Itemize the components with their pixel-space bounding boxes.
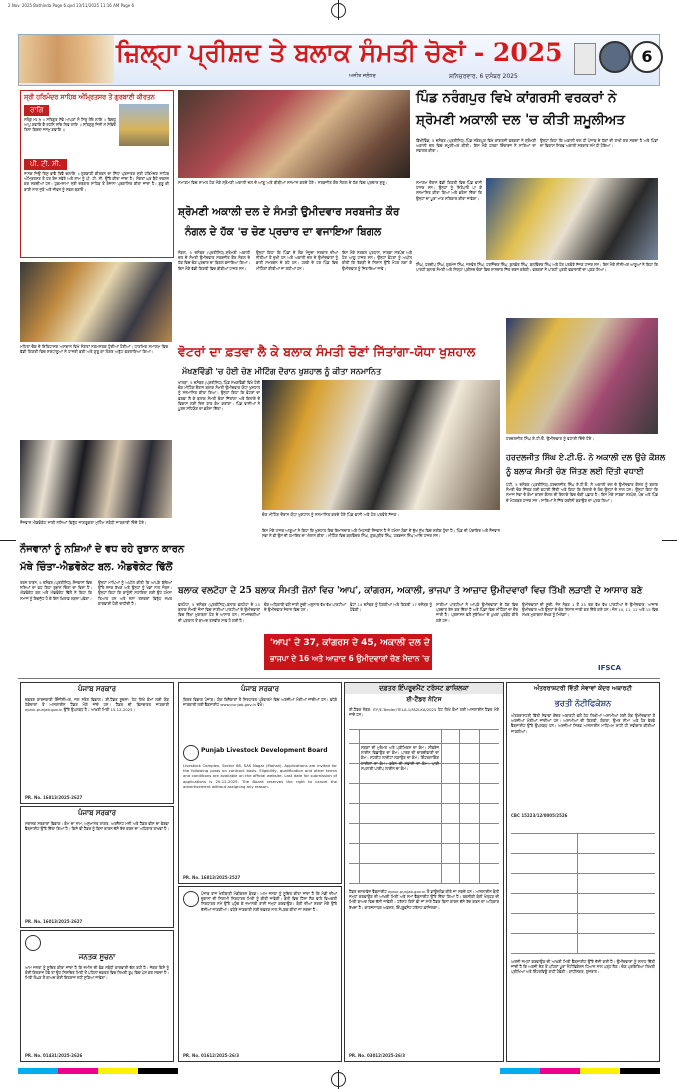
story5-headline-line2: ਮੱਥੇ ਚਿੰਤਾ-ਐਡਵੋਕੇਟ ਬਲ. ਐਡਵੋਕੇਟ ਢਿੱਲੋਂ <box>20 562 173 573</box>
news-photo-temple-event <box>20 262 172 342</box>
header-title: ਜ਼ਿਲ੍ਹਾ ਪ੍ਰੀਸ਼ਦ ਤੇ ਬਲਾਕ ਸੰਮਤੀ ਚੋਣਾਂ - 2025 <box>116 38 563 67</box>
ad-punjab-govt-2 <box>20 806 174 928</box>
ad-tender-office-title: ਦਫ਼ਤਰ ਇੰਪਰੂਵਮੈਂਟ ਟਰੱਸਟ ਫ਼ਾਜ਼ਿਲਕਾ <box>345 683 503 694</box>
news-photo-women-gathering <box>178 90 410 178</box>
news-photo-congratulation <box>506 318 658 434</box>
central-table-top <box>511 833 655 834</box>
gurbani-title: ਸ੍ਰੀ ਹਰਿਮੰਦਰ ਸਾਹਿਬ ਅੰਮ੍ਰਿਤਸਰ ਤੋਂ ਗੁਰਬਾਣੀ ਕੀਰਤਨ <box>24 94 155 101</box>
page-slug: 2 Nov. 2025 Bathinda Page 6.qxd 13/11/2025 11:16 AM Page 6 <box>8 3 135 8</box>
ad-tender-footer: ਟੈਂਡਰ ਦਸਤਾਵੇਜ਼ ਵੈੱਬਸਾਈਟ eproc.punjab.gov.in ਤੋਂ ਡਾਊਨਲੋਡ ਕੀਤੇ ਜਾ ਸਕਦੇ ਹਨ। ਆਨਲਾਈਨ ਬੋਲੀ ਜਮ੍ਹਾਂ ਕਰਵਾਉਣ ਦੀ ਆਖ਼ਰੀ ਮਿਤੀ ਅਤੇ ਸਮਾਂ ਵੈੱਬਸਾਈਟ ਉੱਤੇ ਦਿੱਤਾ ਗਿਆ ਹੈ। ਤਕਨੀਕੀ ਬੋਲੀ ਖੋਲ੍ਹਣ ਦੀ ਮਿਤੀ ਬਾਅਦ ਵਿਚ ਦੱਸੀ ਜਾਵੇਗੀ। ਟਰੱਸਟ ਕਿਸੇ ਵੀ ਜਾਂ ਸਾਰੇ ਟੈਂਡਰ ਬਿਨਾਂ ਕਾਰਨ ਦੱਸੇ ਰੱਦ ਕਰਨ ਦਾ ਅਧਿਕਾਰ ਰੱਖਦਾ ਹੈ। ਕਾਰਜਸਾਧਕ ਅਫ਼ਸਰ, ਇੰਪਰੂਵਮੈਂਟ ਟਰੱਸਟ ਫ਼ਾਜ਼ਿਲਕਾ। <box>349 889 499 910</box>
ad-punjab-govt-3 <box>178 682 342 884</box>
ifsca-logo: IFSCA <box>598 664 621 672</box>
tender-table-col4 <box>479 729 480 883</box>
header-date: ਸ਼ਨਿਚਰਵਾਰ, 6 ਦਸੰਬਰ 2025 <box>449 73 518 80</box>
tender-table-text: ਸੜਕਾਂ ਦੀ ਮੁਰੰਮਤ ਅਤੇ ਪ੍ਰੀਮਿਕਸ ਦਾ ਕੰਮ। ਸੀਵਰੇਜ ਲਾਈਨ ਵਿਛਾਉਣ ਦਾ ਕੰਮ। ਪਾਰਕ ਦੀ ਚਾਰਦੀਵਾਰੀ ਦਾ ਕੰਮ। ਸਟਰੀਟ ਲਾਈਟਾਂ ਲਗਾਉਣ ਦਾ ਕੰਮ। ਇੰਟਰਲਾਕਿੰਗ ਟਾਈਲਾਂ ਦਾ ਕੰਮ। ਡਰੇਨ ਦੀ ਸਫ਼ਾਈ ਦਾ ਕੰਮ। ਪਾਣੀ ਸਪਲਾਈ ਪਾਈਪ ਲਾਈਨ ਦਾ ਕੰਮ। <box>361 745 439 771</box>
story4-headline-line2: ਨੂੰ ਬਲਾਕ ਸੰਮਤੀ ਚੋਣ ਜਿੱਤਣ ਲਈ ਦਿੱਤੀ ਵਧਾਈ <box>506 466 644 476</box>
ad-pr-no-3: PR. No. 16813/2025-2527 <box>183 875 241 880</box>
ad-pr-no-1: PR. No. 16813/2025-2627 <box>25 795 83 800</box>
govt-emblem-icon-2 <box>183 891 199 907</box>
ad-vacancy-title: ਭਰਤੀ ਨੋਟੀਫਿਕੇਸ਼ਨ <box>554 699 612 708</box>
story2-body-col1: ਨੰਗਲ, 5 ਦਸੰਬਰ (ਪ੍ਰਤੀਨਿਧ)-ਸ਼੍ਰੋਮਣੀ ਅਕਾਲੀ ਦਲ ਦੇ ਸੰਮਤੀ ਉਮੀਦਵਾਰ ਸਰਬਜੀਤ ਕੌਰ ਨੰਗਲ ਦੇ ਹੱਕ ਵਿਚ ਚੋਣ ਪ੍ਰਚਾਰ ਦਾ ਬਿਗਲ ਵਜਾਇਆ ਗਿਆ। ਇਸ ਮੌਕੇ ਵੱਡੀ ਗਿਣਤੀ ਵਿਚ ਬੀਬੀਆਂ ਹਾਜ਼ਰ ਸਨ। <box>178 250 250 271</box>
photo-caption-3: ਚੋਣ ਮੀਟਿੰਗ ਦੌਰਾਨ ਯੋਧਾ ਖੁਸ਼ਹਾਲ ਨੂੰ ਸਨਮਾਨਿਤ ਕਰਦੇ ਹੋਏ ਪਿੰਡ ਵਾਸੀ ਅਤੇ ਹੋਰ ਪਤਵੰਤੇ ਸੱਜਣ। <box>262 512 400 517</box>
story4-headline-line1: ਹਰਦਲਜੀਤ ਸਿੰਘ ਏ.ਟੀ.ਓ. ਨੇ ਅਕਾਲੀ ਦਲ ਉਚੇ ਕੌਸ਼ਲ <box>506 452 666 462</box>
story6-body-col1: ਵਲਟੋਹਾ, 5 ਦਸੰਬਰ (ਪ੍ਰਤੀਨਿਧ)-ਬਲਾਕ ਵਲਟੋਹਾ ਦੇ 25 ਬਲਾਕ ਸੰਮਤੀ ਜ਼ੋਨਾਂ ਵਿਚ ਸਾਰੀਆਂ ਪਾਰਟੀਆਂ ਦੇ ਉਮੀਦਵਾਰਾਂ ਵਿਚ ਤਿੱਖਾ ਮੁਕਾਬਲਾ ਹੋਣ ਦੇ ਆਸਾਰ ਹਨ। ਨਾਮਜ਼ਦਗੀਆਂ ਦੀ ਪੜਤਾਲ ਤੋਂ ਬਾਅਦ ਤਸਵੀਰ ਸਾਫ਼ ਹੋ ਗਈ ਹੈ। <box>178 602 260 623</box>
ad-tender-intro: ਈ-ਟੈਂਡਰ ਨੰਬਰ: ITF/E-Tender/TELA-1/FA2LKA/2025 ਹੇਠ ਲਿਖੇ ਕੰਮਾਂ ਲਈ ਆਨਲਾਈਨ ਟੈਂਡਰ ਮੰਗੇ ਜਾਂਦੇ ਹਨ। <box>349 707 499 718</box>
tender-table-top <box>349 729 499 730</box>
photo-caption-4: ਹਰਦਲਜੀਤ ਸਿੰਘ ਏ.ਟੀ.ਓ. ਉਮੀਦਵਾਰ ਨੂੰ ਵਧਾਈ ਦਿੰਦੇ ਹੋਏ। <box>506 436 594 441</box>
news-photo-party-joining <box>486 178 658 260</box>
story1-body-col3: ਸਮਾਗਮ ਦੌਰਾਨ ਵੱਡੀ ਗਿਣਤੀ ਵਿਚ ਪਿੰਡ ਵਾਸੀ ਹਾਜ਼ਰ ਸਨ। ਉਨ੍ਹਾਂ ਨੂੰ ਸਿਰੋਪਾਓ ਪਾ ਕੇ ਸਨਮਾਨਿਤ ਕੀਤਾ ਗਿਆ ਅਤੇ ਭਰੋਸਾ ਦਿੱਤਾ ਕਿ ਉਨ੍ਹਾਂ ਦਾ ਪੂਰਾ ਮਾਣ ਸਤਿਕਾਰ ਕੀਤਾ ਜਾਵੇਗਾ। <box>416 180 482 201</box>
central-table-r2 <box>511 873 655 874</box>
story6-highlight-line2: ਭਾਜਪਾ ਦੇ 16 ਅਤੇ ਆਜ਼ਾਦ 6 ਉਮੀਦਵਾਰਾਂ ਚੋਣ ਮੈਦਾਨ 'ਚ <box>270 654 430 663</box>
central-table-r3 <box>511 893 655 894</box>
ad-recruitment-body: ਪੰਜਾਬ ਰਾਜ ਖੇਤੀਬਾੜੀ ਮੰਡੀਕਰਨ ਬੋਰਡ। ਆਮ ਜਨਤਾ ਨੂੰ ਸੂਚਿਤ ਕੀਤਾ ਜਾਂਦਾ ਹੈ ਕਿ ਮੰਡੀ ਦੀਆਂ ਦੁਕਾਨਾਂ ਦੀ ਨਿਲਾਮੀ ਨਿਰਧਾਰਤ ਮਿਤੀ ਨੂੰ ਕੀਤੀ ਜਾਵੇਗੀ। ਬੋਲੀ ਵਿਚ ਹਿੱਸਾ ਲੈਣ ਵਾਲੇ ਵਿਅਕਤੀ ਨਿਰਧਾਰਤ ਸਮੇਂ ਉੱਤੇ ਪਹੁੰਚ ਕੇ ਜ਼ਮਾਨਤੀ ਰਾਸ਼ੀ ਜਮ੍ਹਾਂ ਕਰਵਾਉਣ। ਬੋਲੀ ਦੀਆਂ ਸ਼ਰਤਾਂ ਮੌਕੇ ਉੱਤੇ ਦੱਸੀਆਂ ਜਾਣਗੀਆਂ। ਵਧੇਰੇ ਜਾਣਕਾਰੀ ਲਈ ਦਫ਼ਤਰ ਨਾਲ ਸੰਪਰਕ ਕੀਤਾ ਜਾ ਸਕਦਾ ਹੈ। <box>201 891 337 912</box>
ad-livestock-board-title: Punjab Livestock Development Board <box>201 747 328 754</box>
photo-caption-5: ਨੌਜਵਾਨ ਐਡਵੋਕੇਟ ਸਾਥੀ ਨਸ਼ਿਆਂ ਵਿਰੁੱਧ ਜਾਗਰੂਕਤਾ ਮੁਹਿੰਮ ਸਬੰਧੀ ਜਾਣਕਾਰੀ ਦਿੰਦੇ ਹੋਏ। <box>20 520 147 525</box>
page-number: 6 <box>631 41 663 73</box>
news-photo-advocates <box>20 440 172 518</box>
story3-subhead: ਮੱਖਣਵਿੰਡੀ 'ਚ ਹੋਈ ਚੋਣ ਮੀਟਿੰਗ ਦੌਰਾਨ ਖੁਸ਼ਹਾਲ ਨੂੰ ਕੀਤਾ ਸਨਮਾਨਿਤ <box>182 366 382 376</box>
ad-punjab-govt-1 <box>20 682 174 804</box>
golden-temple-image <box>119 104 169 146</box>
gurbani-text-2: ਨਾਨਕ ਜਿਉ ਤਿਸੁ ਭਾਵੈ ਤਿਵੈ ਚਲਾਇ ॥ ਗੁਰਬਾਣੀ ਕੀਰਤਨ ਦਾ ਸਿੱਧਾ ਪ੍ਰਸਾਰਣ ਸ੍ਰੀ ਹਰਿਮੰਦਰ ਸਾਹਿਬ ਅੰਮ੍ਰਿਤਸਰ ਤੋਂ ਹਰ ਰੋਜ਼ ਸਵੇਰੇ ਅਤੇ ਸ਼ਾਮ ਨੂੰ ਪੀ. ਟੀ. ਸੀ. ਉੱਤੇ ਕੀਤਾ ਜਾਂਦਾ ਹੈ। ਸੰਗਤਾਂ ਘਰ ਬੈਠੇ ਦਰਸ਼ਨ ਕਰ ਸਕਦੀਆਂ ਹਨ। ਹੁਕਮਨਾਮਾ ਸ੍ਰੀ ਦਰਬਾਰ ਸਾਹਿਬ ਤੋਂ ਰੋਜ਼ਾਨਾ ਪ੍ਰਕਾਸ਼ਿਤ ਕੀਤਾ ਜਾਂਦਾ ਹੈ। ਗੁਰੂ ਕੀ ਬਾਣੀ ਨਾਲ ਜੁੜੋ ਅਤੇ ਜੀਵਨ ਨੂੰ ਸਫਲ ਬਣਾਓ। <box>24 171 169 192</box>
tender-table-col2 <box>441 729 442 883</box>
central-table-r1 <box>511 853 655 854</box>
ad-tender-notice-title: ਈ-ਟੈਂਡਰ ਨੋਟਿਸ <box>406 696 442 703</box>
ad-central-govt-footer: ਅਰਜ਼ੀ ਜਮ੍ਹਾਂ ਕਰਵਾਉਣ ਦੀ ਆਖ਼ਰੀ ਮਿਤੀ ਵੈੱਬਸਾਈਟ ਉੱਤੇ ਦੱਸੀ ਗਈ ਹੈ। ਉਮੀਦਵਾਰਾਂ ਨੂੰ ਸਲਾਹ ਦਿੱਤੀ ਜਾਂਦੀ ਹੈ ਕਿ ਅਰਜ਼ੀ ਦੇਣ ਤੋਂ ਪਹਿਲਾਂ ਪੂਰਾ ਨੋਟੀਫਿਕੇਸ਼ਨ ਧਿਆਨ ਨਾਲ ਪੜ੍ਹ ਲੈਣ। ਚੋਣ ਪ੍ਰਕਿਰਿਆ ਲਿਖਤੀ ਪ੍ਰੀਖਿਆ ਅਤੇ ਇੰਟਰਵਿਊ ਰਾਹੀਂ ਹੋਵੇਗੀ। ਗਾਂਧੀਨਗਰ, ਗੁਜਰਾਤ। <box>511 959 655 975</box>
gurbani-box <box>20 90 174 258</box>
story2-body-col2: ਉਨ੍ਹਾਂ ਕਿਹਾ ਕਿ ਪਿੰਡਾਂ ਦੇ ਲੋਕ ਮੌਜੂਦਾ ਸਰਕਾਰ ਦੀਆਂ ਨੀਤੀਆਂ ਤੋਂ ਦੁਖੀ ਹਨ ਅਤੇ ਅਕਾਲੀ ਦਲ ਦੇ ਉਮੀਦਵਾਰਾਂ ਨੂੰ ਭਾਰੀ ਸਮਰਥਨ ਦੇ ਰਹੇ ਹਨ। ਹਲਕੇ ਦੇ ਹਰ ਪਿੰਡ ਵਿਚ ਮੀਟਿੰਗਾਂ ਕੀਤੀਆਂ ਜਾ ਰਹੀਆਂ ਹਨ। <box>256 250 338 271</box>
story6-body-col3: ਵੋਟਾਂ 14 ਦਸੰਬਰ ਨੂੰ ਪੈਣਗੀਆਂ ਅਤੇ ਗਿਣਤੀ 17 ਦਸੰਬਰ ਨੂੰ ਹੋਵੇਗੀ। <box>350 602 432 613</box>
story2-body-col3: ਇਸ ਮੌਕੇ ਸਰਕਲ ਪ੍ਰਧਾਨ, ਸਾਬਕਾ ਸਰਪੰਚ ਅਤੇ ਹੋਰ ਆਗੂ ਹਾਜ਼ਰ ਸਨ। ਉਨ੍ਹਾਂ ਵੋਟਰਾਂ ਨੂੰ ਅਪੀਲ ਕੀਤੀ ਕਿ ਤੱਕੜੀ ਦੇ ਨਿਸ਼ਾਨ ਉੱਤੇ ਮੋਹਰ ਲਗਾ ਕੇ ਉਮੀਦਵਾਰ ਨੂੰ ਜਿਤਾਇਆ ਜਾਵੇ। <box>342 250 412 271</box>
story3-headline: ਵੋਟਰਾਂ ਦਾ ਫ਼ਤਵਾ ਲੈ ਕੇ ਬਲਾਕ ਸੰਮਤੀ ਚੋਣਾਂ ਜਿੱਤਾਂਗਾ-ਯੋਧਾ ਖੁਸ਼ਹਾਲ <box>178 344 476 359</box>
gurbani-tag-raag: ਰਾਗਿ <box>24 105 49 116</box>
story2-headline-line2: ਨੰਗਲ ਦੇ ਹੱਕ 'ਚ ਚੋਣ ਪ੍ਰਚਾਰ ਦਾ ਵਜਾਇਆ ਬਿਗਲ <box>185 226 382 238</box>
story6-highlight-line1: 'ਆਪ' ਦੇ 37, ਕਾਂਗਰਸ ਦੇ 45, ਅਕਾਲੀ ਦਲ ਦੇ 27, <box>270 638 449 648</box>
story1-headline-line1: ਪਿੰਡ ਨਰੰਗਪੁਰ ਵਿਖੇ ਕਾਂਗਰਸੀ ਵਰਕਰਾਂ ਨੇ <box>416 90 617 106</box>
story1-headline-line2: ਸ਼੍ਰੋਮਣੀ ਅਕਾਲੀ ਦਲ 'ਚ ਕੀਤੀ ਸ਼ਮੂਲੀਅਤ <box>416 112 626 128</box>
story5-body-col1: ਤਰਨ ਤਾਰਨ, 5 ਦਸੰਬਰ (ਪ੍ਰਤੀਨਿਧ)-ਨੌਜਵਾਨਾਂ ਵਿਚ ਨਸ਼ਿਆਂ ਦਾ ਵਧ ਰਿਹਾ ਰੁਝਾਨ ਚਿੰਤਾ ਦਾ ਵਿਸ਼ਾ ਹੈ। ਐਡਵੋਕੇਟ ਬਲ ਅਤੇ ਐਡਵੋਕੇਟ ਢਿੱਲੋਂ ਨੇ ਕਿਹਾ ਕਿ ਸਮਾਜ ਨੂੰ ਇਕਜੁੱਟ ਹੋ ਕੇ ਇਸ ਖ਼ਿਲਾਫ਼ ਲੜਨਾ ਪਵੇਗਾ। <box>20 580 92 601</box>
ad-recruitment-notice <box>178 886 342 1062</box>
photo-caption-2: ਮਹਿਤਾ ਚੌਕ ਦੇ ਇਤਿਹਾਸਕ ਅਸਥਾਨ ਵਿਖੇ ਸੰਗਤਾਂ ਨਤਮਸਤਕ ਹੁੰਦੀਆਂ ਹੋਈਆਂ। ਧਾਰਮਿਕ ਸਮਾਗਮ ਵਿਚ ਵੱਡੀ ਗਿਣਤੀ ਵਿਚ ਸ਼ਰਧਾਲੂਆਂ ਨੇ ਹਾਜ਼ਰੀ ਭਰੀ ਅਤੇ ਗੁਰੂ ਕਾ ਲੰਗਰ ਅਤੁੱਟ ਵਰਤਾਇਆ ਗਿਆ। <box>20 344 169 354</box>
ad-pr-no-5: PR. No. 03012/2025-26/3 <box>349 1053 405 1058</box>
ballot-box-icon <box>574 43 596 75</box>
story3-body-col2: ਇਸ ਮੌਕੇ ਹਾਜ਼ਰ ਆਗੂਆਂ ਨੇ ਕਿਹਾ ਕਿ ਖੁਸ਼ਹਾਲ ਇਕ ਇਮਾਨਦਾਰ ਅਤੇ ਮਿਹਨਤੀ ਨੌਜਵਾਨ ਹੈ ਜੋ ਹਮੇਸ਼ਾ ਲੋਕਾਂ ਦੇ ਦੁੱਖ ਸੁੱਖ ਵਿਚ ਸ਼ਰੀਕ ਹੁੰਦਾ ਹੈ। ਪਿੰਡ ਦੀ ਪੰਚਾਇਤ ਅਤੇ ਨੌਜਵਾਨ ਸਭਾ ਨੇ ਵੀ ਉਸ ਦੀ ਹਮਾਇਤ ਦਾ ਐਲਾਨ ਕੀਤਾ। ਮੀਟਿੰਗ ਵਿਚ ਬਲਵਿੰਦਰ ਸਿੰਘ, ਗੁਰਪ੍ਰੀਤ ਸਿੰਘ, ਹਰਭਜਨ ਸਿੰਘ ਆਦਿ ਹਾਜ਼ਰ ਸਨ। <box>262 528 500 539</box>
tender-table-row8 <box>349 883 499 884</box>
color-calibration-strip-2 <box>500 1068 660 1074</box>
gurbani-tag-ptc: ਪੀ. ਟੀ. ਸੀ. <box>24 159 67 170</box>
story1-body-col4: ਸਿੰਘ, ਹਰਦੀਪ ਸਿੰਘ, ਗੁਰਮੇਜ ਸਿੰਘ, ਜਸਵੰਤ ਸਿੰਘ, ਹਰਜਿੰਦਰ ਸਿੰਘ, ਕੁਲਵੰਤ ਸਿੰਘ, ਬਲਵਿੰਦਰ ਸਿੰਘ ਅਤੇ ਹੋਰ ਪਤਵੰਤੇ ਸੱਜਣ ਹਾਜ਼ਰ ਸਨ। ਇਸ ਮੌਕੇ ਸੀਨੀਅਰ ਆਗੂਆਂ ਨੇ ਕਿਹਾ ਕਿ ਪਾਰਟੀ ਬਲਾਕ ਸੰਮਤੀ ਅਤੇ ਜ਼ਿਲ੍ਹਾ ਪ੍ਰੀਸ਼ਦ ਚੋਣਾਂ ਵਿਚ ਸ਼ਾਨਦਾਰ ਜਿੱਤ ਦਰਜ ਕਰੇਗੀ। ਵਰਕਰਾਂ ਨੇ ਪਾਰਟੀ ਪ੍ਰਤੀ ਵਫ਼ਾਦਾਰੀ ਦਾ ਪ੍ਰਣ ਲਿਆ। <box>416 262 658 273</box>
ad-public-notice-title: ਜਨਤਕ ਸੂਚਨਾ <box>78 953 116 961</box>
ad-punjab-govt-1-body: ਦਫ਼ਤਰ ਕਾਰਜਕਾਰੀ ਇੰਜੀਨੀਅਰ, ਜਲ ਸਰੋਤ ਵਿਭਾਗ। ਈ-ਟੈਂਡਰ ਸੂਚਨਾ: ਹੇਠ ਲਿਖੇ ਕੰਮਾਂ ਲਈ ਯੋਗ ਠੇਕੇਦਾਰਾਂ ਤੋਂ ਆਨਲਾਈਨ ਟੈਂਡਰ ਮੰਗੇ ਜਾਂਦੇ ਹਨ। ਟੈਂਡਰ ਦੀ ਵਿਸਥਾਰਤ ਜਾਣਕਾਰੀ eproc.punjab.gov.in ਉੱਤੇ ਉਪਲਬਧ ਹੈ। ਆਖ਼ਰੀ ਮਿਤੀ 15-12-2025। <box>25 697 169 713</box>
ad-public-notice-body: ਆਮ ਜਨਤਾ ਨੂੰ ਸੂਚਿਤ ਕੀਤਾ ਜਾਂਦਾ ਹੈ ਕਿ ਜ਼ਮੀਨ ਦੀ ਵੰਡ ਸਬੰਧੀ ਕਾਰਵਾਈ ਚੱਲ ਰਹੀ ਹੈ। ਜੇਕਰ ਕਿਸੇ ਨੂੰ ਕੋਈ ਇਤਰਾਜ਼ ਹੋਵੇ ਤਾਂ ਉਹ ਨਿਸ਼ਚਿਤ ਮਿਤੀ ਤੋਂ ਪਹਿਲਾਂ ਦਫ਼ਤਰ ਵਿਚ ਲਿਖਤੀ ਰੂਪ ਵਿਚ ਪੇਸ਼ ਕਰ ਸਕਦਾ ਹੈ। ਮਿਤੀ ਲੰਘਣ ਤੋਂ ਬਾਅਦ ਕੋਈ ਇਤਰਾਜ਼ ਨਹੀਂ ਸੁਣਿਆ ਜਾਵੇਗਾ। <box>25 965 169 981</box>
ad-pr-no-6: PR. No. 01431/2025-2626 <box>25 1053 83 1058</box>
ad-pr-no-4: PR. No. 01612/2025-26/3 <box>183 1053 239 1058</box>
story6-highlight-box <box>264 634 449 670</box>
registration-mark-left <box>0 540 16 541</box>
central-table-r4 <box>511 913 655 914</box>
color-calibration-strip <box>18 1068 178 1074</box>
ad-punjab-govt-3-title: ਪੰਜਾਬ ਸਰਕਾਰ <box>240 685 279 693</box>
ad-livestock-board-body: Livestock Complex, Sector 68, SAS Nagar (Mohali). Applications are invited for the following posts on contract basis. Eligibility, qualification and other terms and conditions are available on the official website. Last date for submission of applications is 20-12-2025. The Board reserves the right to cancel the advertisement without assigning any reason. <box>183 763 337 789</box>
registration-circle-bottom <box>331 1072 346 1087</box>
ad-punjab-govt-1-title: ਪੰਜਾਬ ਸਰਕਾਰ <box>77 685 116 693</box>
header-paper-name: ਅਜੀਤ ਜਲੰਧਰ <box>349 73 376 79</box>
ad-central-govt <box>506 682 660 1062</box>
story4-body: ਪੱਟੀ, 5 ਦਸੰਬਰ (ਪ੍ਰਤੀਨਿਧ)-ਹਰਦਲਜੀਤ ਸਿੰਘ ਏ.ਟੀ.ਓ. ਨੇ ਅਕਾਲੀ ਦਲ ਦੇ ਉਮੀਦਵਾਰ ਕੌਸ਼ਲ ਨੂੰ ਬਲਾਕ ਸੰਮਤੀ ਚੋਣ ਜਿੱਤਣ ਲਈ ਵਧਾਈ ਦਿੱਤੀ ਅਤੇ ਕਿਹਾ ਕਿ ਇਲਾਕੇ ਦੇ ਲੋਕ ਉਨ੍ਹਾਂ ਦੇ ਨਾਲ ਹਨ। ਉਨ੍ਹਾਂ ਕਿਹਾ ਕਿ ਸਮਾਜ ਸੇਵਾ ਦੇ ਕੰਮਾਂ ਕਾਰਨ ਕੌਸ਼ਲ ਦੀ ਇਲਾਕੇ ਵਿਚ ਚੰਗੀ ਪਛਾਣ ਹੈ। ਇਸ ਮੌਕੇ ਸਾਬਕਾ ਸਰਪੰਚ, ਪੰਚ ਅਤੇ ਪਿੰਡ ਦੇ ਮੋਹਤਬਰ ਹਾਜ਼ਰ ਸਨ। ਸਾਰਿਆਂ ਨੇ ਜਿੱਤ ਯਕੀਨੀ ਬਣਾਉਣ ਦਾ ਪ੍ਰਣ ਲਿਆ। <box>506 482 658 503</box>
ad-punjab-govt-2-title: ਪੰਜਾਬ ਸਰਕਾਰ <box>77 809 116 817</box>
ad-tender-number: CBC 15223/12/0005/2526 <box>511 813 568 818</box>
tender-table-row1 <box>349 743 499 744</box>
story6-body-col5: ਉਮੀਦਵਾਰਾਂ ਦੀ ਸੂਚੀ: ਜ਼ੋਨ ਨੰਬਰ 1 ਤੋਂ 25 ਤਕ ਵੱਖ ਵੱਖ ਪਾਰਟੀਆਂ ਦੇ ਉਮੀਦਵਾਰ, ਆਜ਼ਾਦ ਉਮੀਦਵਾਰ ਅਤੇ ਉਨ੍ਹਾਂ ਦੇ ਚੋਣ ਨਿਸ਼ਾਨ ਜਾਰੀ ਕਰ ਦਿੱਤੇ ਗਏ ਹਨ। ਜ਼ੋਨ 10, 11, 12 ਅਤੇ 15 ਵਿਚ ਸਖ਼ਤ ਮੁਕਾਬਲਾ ਦੇਖਣ ਨੂੰ ਮਿਲੇਗਾ। <box>522 602 658 618</box>
photo-caption-1: ਸਮਾਗਮ ਵਿਚ ਸ਼ਾਮਲ ਹੋਣ ਮੌਕੇ ਸ਼੍ਰੋਮਣੀ ਅਕਾਲੀ ਦਲ ਦੇ ਆਗੂ ਅਤੇ ਬੀਬੀਆਂ ਸਨਮਾਨ ਕਰਦੇ ਹੋਏ। ਸਰਬਜੀਤ ਕੌਰ ਨੰਗਲ ਦੇ ਹੱਕ ਵਿਚ ਪ੍ਰਚਾਰ ਸ਼ੁਰੂ। <box>178 180 388 185</box>
news-photo-election-meeting <box>262 380 500 510</box>
central-table-r6 <box>511 953 655 954</box>
gurbani-text-1: ਸਲੋਕੁ ਮਃ ੩ ॥ ਸਤਿਗੁਰ ਸੇਵੇ ਆਪਣਾ ਸੋ ਸਿਰੁ ਲੇਖੈ ਲਾਇ ॥ ਵਿਚਹੁ ਆਪੁ ਗਵਾਇ ਕੈ ਰਹਨਿ ਸਚਿ ਲਿਵ ਲਾਇ ॥ ਸਤਿਗੁਰੁ ਜਿਨੀ ਨ ਸੇਵਿਓ ਤਿਨਾ ਬਿਰਥਾ ਜਨਮੁ ਗਵਾਇ ॥ <box>24 117 116 133</box>
ad-punjab-govt-3-body: ਕਿਰਤ ਵਿਭਾਗ ਪੰਜਾਬ। ਯੋਗ ਬਿਨੈਕਾਰਾਂ ਤੋਂ ਨਿਰਧਾਰਤ ਪ੍ਰੋਫਾਰਮੇ ਵਿਚ ਅਰਜ਼ੀਆਂ ਮੰਗੀਆਂ ਜਾਂਦੀਆਂ ਹਨ। ਵਧੇਰੇ ਜਾਣਕਾਰੀ ਲਈ ਵੈੱਬਸਾਈਟ www.punjab.gov.in ਵੇਖੋ। <box>183 697 337 708</box>
story1-body-col2: ਉਨ੍ਹਾਂ ਕਿਹਾ ਕਿ ਅਕਾਲੀ ਦਲ ਹੀ ਪੰਜਾਬ ਦੇ ਹੱਕਾਂ ਦੀ ਰਾਖੀ ਕਰ ਸਕਦਾ ਹੈ ਅਤੇ ਪਿੰਡਾਂ ਦਾ ਵਿਕਾਸ ਸਿਰਫ਼ ਅਕਾਲੀ ਸਰਕਾਰ ਸਮੇਂ ਹੀ ਹੋਇਆ। <box>540 138 658 149</box>
central-table-c1 <box>577 833 578 953</box>
story6-headline: ਬਲਾਕ ਵਲਟੋਹਾ ਦੇ 25 ਬਲਾਕ ਸੰਮਤੀ ਜ਼ੋਨਾਂ ਵਿਚ 'ਆਪ', ਕਾਂਗਰਸ, ਅਕਾਲੀ, ਭਾਜਪਾ ਤੇ ਆਜ਼ਾਦ ਉਮੀਦਵਾਰਾਂ ਵਿਚ ਤਿੱਖੀ ਲੜਾਈ ਦੇ ਆਸਾਰ ਬਣੇ <box>178 586 643 596</box>
tender-table-col1 <box>359 729 360 883</box>
ad-public-notice <box>20 930 174 1062</box>
registration-circle-top <box>331 3 346 18</box>
ad-pr-no-2: PR. No. 16013/2025-2627 <box>25 919 83 924</box>
header-people-image <box>19 35 114 83</box>
govt-emblem-icon <box>25 935 41 951</box>
ads-divider <box>18 678 660 679</box>
page-header-banner <box>18 34 660 86</box>
story3-body-col1: ਖਾਲੜਾ, 5 ਦਸੰਬਰ (ਪ੍ਰਤੀਨਿਧ)-ਪਿੰਡ ਮੱਖਣਵਿੰਡੀ ਵਿਖੇ ਹੋਈ ਚੋਣ ਮੀਟਿੰਗ ਦੌਰਾਨ ਬਲਾਕ ਸੰਮਤੀ ਉਮੀਦਵਾਰ ਯੋਧਾ ਖੁਸ਼ਹਾਲ ਨੂੰ ਸਨਮਾਨਿਤ ਕੀਤਾ ਗਿਆ। ਉਨ੍ਹਾਂ ਕਿਹਾ ਕਿ ਵੋਟਰਾਂ ਦਾ ਫ਼ਤਵਾ ਲੈ ਕੇ ਬਲਾਕ ਸੰਮਤੀ ਚੋਣਾਂ ਜਿੱਤਾਂਗਾ ਅਤੇ ਇਲਾਕੇ ਦੇ ਵਿਕਾਸ ਲਈ ਦਿਨ ਰਾਤ ਕੰਮ ਕਰਾਂਗਾ। ਪਿੰਡ ਵਾਸੀਆਂ ਨੇ ਪੂਰਨ ਸਹਿਯੋਗ ਦਾ ਭਰੋਸਾ ਦਿੱਤਾ। <box>178 380 260 412</box>
ad-central-govt-title: ਅੰਤਰਰਾਸ਼ਟਰੀ ਵਿੱਤੀ ਸੇਵਾਵਾਂ ਕੇਂਦਰ ਅਥਾਰਟੀ <box>534 685 632 692</box>
tender-table-col3 <box>459 729 460 883</box>
registration-mark-right <box>662 540 677 541</box>
story5-headline-line1: ਨੌਜਵਾਨਾਂ ਨੂੰ ਨਸ਼ਿਆਂ ਦੇ ਵਧ ਰਹੇ ਰੁਝਾਨ ਕਾਰਨ <box>20 544 185 555</box>
ad-tender-fazilka <box>344 682 504 1062</box>
story1-body-col1: ਭਿੱਖੀਵਿੰਡ, 5 ਦਸੰਬਰ (ਪ੍ਰਤੀਨਿਧ)-ਪਿੰਡ ਨਰੰਗਪੁਰ ਵਿਖੇ ਕਾਂਗਰਸੀ ਵਰਕਰਾਂ ਨੇ ਸ਼੍ਰੋਮਣੀ ਅਕਾਲੀ ਦਲ ਵਿਚ ਸ਼ਮੂਲੀਅਤ ਕੀਤੀ। ਇਸ ਮੌਕੇ ਹਲਕਾ ਇੰਚਾਰਜ ਨੇ ਸਾਰਿਆਂ ਦਾ ਸਵਾਗਤ ਕੀਤਾ। <box>416 138 536 154</box>
livestock-board-logo <box>183 745 199 761</box>
ad-central-govt-body: ਅੰਤਰਰਾਸ਼ਟਰੀ ਵਿੱਤੀ ਸੇਵਾਵਾਂ ਕੇਂਦਰ ਅਥਾਰਟੀ ਵਲੋਂ ਹੇਠ ਲਿਖੀਆਂ ਅਸਾਮੀਆਂ ਲਈ ਯੋਗ ਉਮੀਦਵਾਰਾਂ ਤੋਂ ਅਰਜ਼ੀਆਂ ਮੰਗੀਆਂ ਜਾਂਦੀਆਂ ਹਨ। ਅਸਾਮੀਆਂ ਦੀ ਗਿਣਤੀ, ਯੋਗਤਾ, ਉਮਰ ਸੀਮਾ ਅਤੇ ਹੋਰ ਵੇਰਵੇ ਵੈੱਬਸਾਈਟ ਉੱਤੇ ਉਪਲਬਧ ਹਨ। ਅਰਜ਼ੀਆਂ ਸਿਰਫ਼ ਆਨਲਾਈਨ ਮਾਧਿਅਮ ਰਾਹੀਂ ਹੀ ਸਵੀਕਾਰ ਕੀਤੀਆਂ ਜਾਣਗੀਆਂ। <box>511 713 655 734</box>
story6-body-col4: ਸਾਰੀਆਂ ਪਾਰਟੀਆਂ ਨੇ ਆਪਣੇ ਉਮੀਦਵਾਰਾਂ ਦੇ ਹੱਕ ਵਿਚ ਪ੍ਰਚਾਰ ਤੇਜ਼ ਕਰ ਦਿੱਤਾ ਹੈ ਅਤੇ ਪਿੰਡਾਂ ਵਿਚ ਮੀਟਿੰਗਾਂ ਦਾ ਦੌਰ ਜਾਰੀ ਹੈ। ਪ੍ਰਸ਼ਾਸਨ ਵਲੋਂ ਸੁਰੱਖਿਆ ਦੇ ਪੁਖ਼ਤਾ ਪ੍ਰਬੰਧ ਕੀਤੇ ਗਏ ਹਨ। <box>436 602 518 623</box>
story5-body-col2: ਉਨ੍ਹਾਂ ਮਾਪਿਆਂ ਨੂੰ ਅਪੀਲ ਕੀਤੀ ਕਿ ਆਪਣੇ ਬੱਚਿਆਂ ਉੱਤੇ ਨਜ਼ਰ ਰੱਖਣ ਅਤੇ ਉਨ੍ਹਾਂ ਨੂੰ ਖੇਡਾਂ ਨਾਲ ਜੋੜਨ। ਉਨ੍ਹਾਂ ਕਿਹਾ ਕਿ ਕਾਨੂੰਨੀ ਸਹਾਇਤਾ ਲਈ ਉਹ ਹਮੇਸ਼ਾ ਤਿਆਰ ਹਨ ਅਤੇ ਨਸ਼ਾ ਤਸਕਰਾਂ ਵਿਰੁੱਧ ਸਖ਼ਤ ਕਾਰਵਾਈ ਹੋਣੀ ਚਾਹੀਦੀ ਹੈ। <box>98 580 172 606</box>
story6-body-col2: ਚੋਣ ਅਧਿਕਾਰੀ ਵਲੋਂ ਜਾਰੀ ਸੂਚੀ ਅਨੁਸਾਰ ਵੱਖ ਵੱਖ ਪਾਰਟੀਆਂ ਦੇ ਉਮੀਦਵਾਰ ਮੈਦਾਨ ਵਿਚ ਹਨ। <box>264 602 346 613</box>
story2-headline-line1: ਸ਼੍ਰੋਮਣੀ ਅਕਾਲੀ ਦਲ ਦੇ ਸੰਮਤੀ ਉਮੀਦਵਾਰ ਸਰਬਜੀਤ ਕੌਰ <box>178 206 400 218</box>
central-table-r5 <box>511 933 655 934</box>
evm-logo-icon <box>599 41 631 73</box>
ad-punjab-govt-2-body: ਸਥਾਨਕ ਸਰਕਾਰਾਂ ਵਿਭਾਗ। ਕੰਮ ਦਾ ਨਾਮ, ਅਨੁਮਾਨਤ ਲਾਗਤ, ਅਰਨੈਸਟ ਮਨੀ ਅਤੇ ਟੈਂਡਰ ਫੀਸ ਦਾ ਵੇਰਵਾ ਵੈੱਬਸਾਈਟ ਉੱਤੇ ਦਿੱਤਾ ਗਿਆ ਹੈ। ਕਿਸੇ ਵੀ ਟੈਂਡਰ ਨੂੰ ਬਿਨਾਂ ਕਾਰਨ ਦੱਸੇ ਰੱਦ ਕਰਨ ਦਾ ਅਧਿਕਾਰ ਰਾਖਵਾਂ ਹੈ। <box>25 821 169 832</box>
